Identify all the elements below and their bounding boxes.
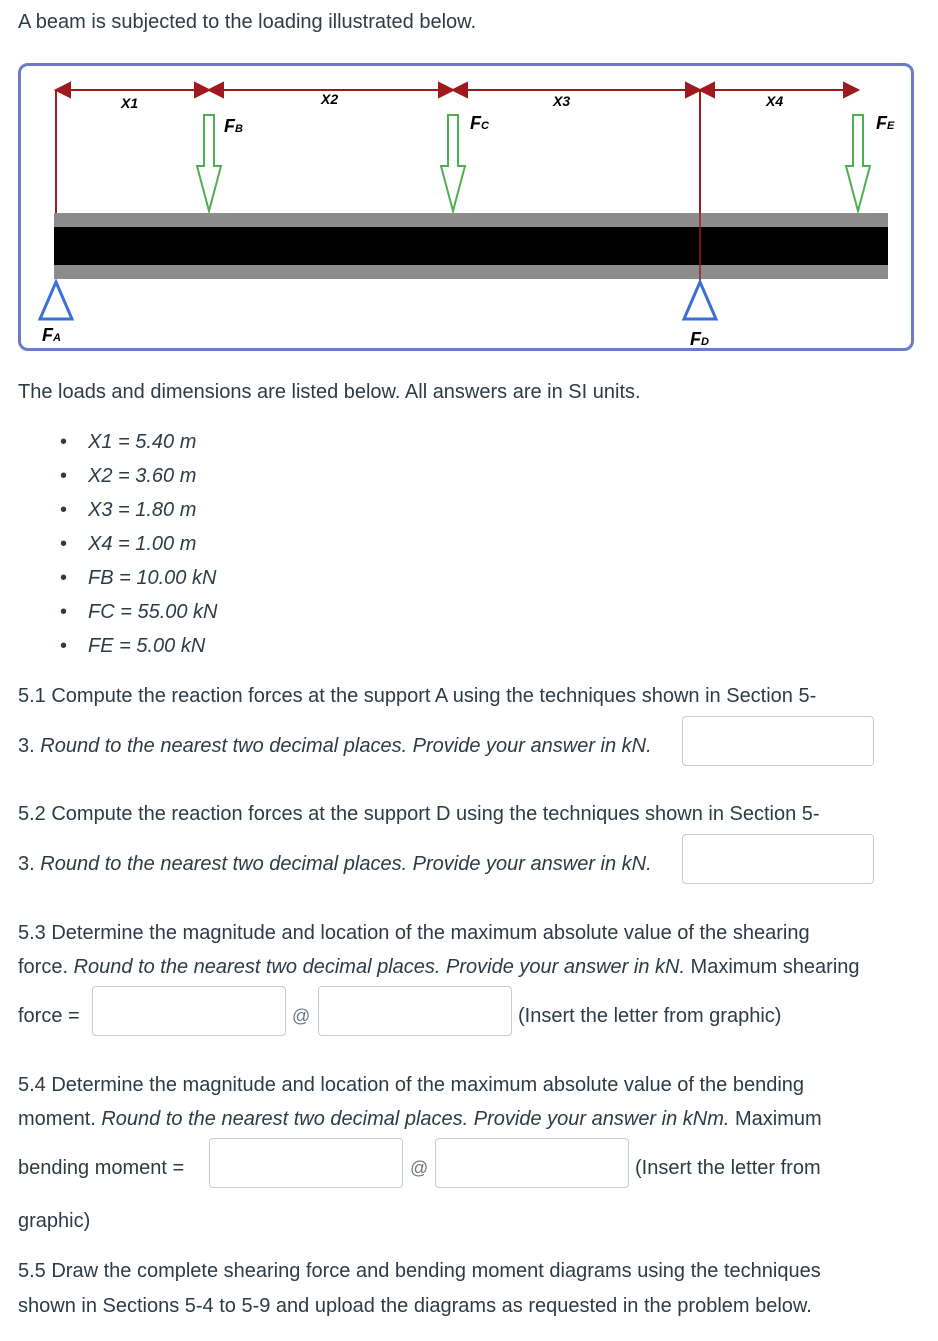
beam-diagram-svg	[18, 63, 914, 351]
q3-line1: 5.3 Determine the magnitude and location of the maximum absolute value of the shearing	[18, 922, 810, 944]
q1-line1: 5.1 Compute the reaction forces at the support A using the techniques shown in Section 5-	[18, 685, 817, 707]
q5-line1: 5.5 Draw the complete shearing force and bending moment diagrams using the techniques	[18, 1260, 821, 1282]
at-icon: @	[410, 1158, 429, 1178]
label-fe: F	[876, 113, 887, 133]
bullet-icon: •	[60, 601, 68, 623]
arrowhead-d-right	[700, 83, 714, 97]
q1-line2: 3. Round to the nearest two decimal places. Provide your answer in kN.	[18, 735, 652, 757]
svg-text:FD	[690, 329, 709, 349]
arrowhead-b-right	[209, 83, 223, 97]
label-fd-sub: D	[701, 336, 709, 348]
q2-line2: 3. Round to the nearest two decimal places. Provide your answer in kN.	[18, 853, 652, 875]
q4-line1: 5.4 Determine the magnitude and location of the maximum absolute value of the bending	[18, 1074, 805, 1096]
q3-line2: force. Round to the nearest two decimal places. Provide your answer in kN. Maximum shearing	[18, 956, 860, 978]
q4-line2: moment. Round to the nearest two decimal places. Provide your answer in kNm. Maximum	[18, 1108, 822, 1130]
param-x2: X2 = 3.60 m	[88, 465, 197, 487]
list-item	[56, 564, 218, 598]
label-x2: X2	[321, 91, 339, 107]
param-fb: FB = 10.00 kN	[88, 567, 217, 589]
label-fd: F	[690, 329, 701, 349]
bullet-icon: •	[60, 465, 68, 487]
svg-text:FC	[470, 113, 490, 133]
q4-hint-cont: graphic)	[18, 1210, 91, 1232]
param-x1: X1 = 5.40 m	[88, 431, 197, 453]
intro-text: A beam is subjected to the loading illustrated below.	[18, 11, 477, 33]
support-a-answer-input[interactable]	[682, 716, 874, 766]
label-fc: F	[470, 113, 481, 133]
label-fb-sub: B	[235, 123, 243, 135]
max-moment-answer-input[interactable]	[209, 1138, 403, 1188]
label-fc-sub: C	[481, 120, 489, 132]
list-item	[56, 462, 218, 496]
max-moment-location-input[interactable]	[435, 1138, 629, 1188]
max-shear-answer-input[interactable]	[92, 986, 286, 1036]
parameter-list	[56, 428, 218, 666]
beam-core	[54, 227, 888, 265]
support-d-icon	[684, 282, 716, 319]
label-x1: X1	[121, 95, 139, 111]
label-x3: X3	[553, 93, 571, 109]
load-arrow-e	[846, 115, 870, 211]
label-fa-sub: A	[53, 332, 61, 344]
list-item	[56, 496, 218, 530]
label-fb: F	[224, 116, 235, 136]
bullet-icon: •	[60, 499, 68, 521]
arrowhead-c-right	[453, 83, 467, 97]
list-item	[56, 428, 218, 462]
list-item	[56, 632, 218, 666]
beam-diagram	[18, 63, 914, 351]
param-x3: X3 = 1.80 m	[88, 499, 197, 521]
support-d-answer-input[interactable]	[682, 834, 874, 884]
load-arrow-c	[441, 115, 465, 211]
param-fc: FC = 55.00 kN	[88, 601, 218, 623]
label-fe-sub: E	[887, 120, 895, 132]
svg-text:FE	[876, 113, 895, 133]
q3-hint: (Insert the letter from graphic)	[518, 1005, 782, 1027]
bullet-icon: •	[60, 635, 68, 657]
bullet-icon: •	[60, 567, 68, 589]
at-icon: @	[292, 1006, 311, 1026]
support-a-icon	[40, 282, 72, 319]
param-fe: FE = 5.00 kN	[88, 635, 206, 657]
arrowhead-a-right	[56, 83, 70, 97]
label-x4: X4	[766, 93, 784, 109]
param-x4: X4 = 1.00 m	[88, 533, 197, 555]
q4-hint: (Insert the letter from	[635, 1157, 821, 1179]
q4-moment-label: bending moment =	[18, 1157, 185, 1179]
list-item	[56, 598, 218, 632]
bullet-icon: •	[60, 533, 68, 555]
load-arrows	[197, 115, 870, 211]
load-arrow-b	[197, 115, 221, 211]
q5-line2: shown in Sections 5-4 to 5-9 and upload the diagrams as requested in the problem below.	[18, 1295, 812, 1317]
label-fa: F	[42, 325, 53, 345]
svg-text:FA	[42, 325, 61, 345]
q3-force-label: force =	[18, 1005, 80, 1027]
arrowhead-e-left	[844, 83, 858, 97]
bullet-icon: •	[60, 431, 68, 453]
list-item	[56, 530, 218, 564]
svg-text:FB	[224, 116, 243, 136]
max-shear-location-input[interactable]	[318, 986, 512, 1036]
loads-intro-text: The loads and dimensions are listed below. All answers are in SI units.	[18, 381, 641, 403]
q2-line1: 5.2 Compute the reaction forces at the support D using the techniques shown in Section 5-	[18, 803, 820, 825]
